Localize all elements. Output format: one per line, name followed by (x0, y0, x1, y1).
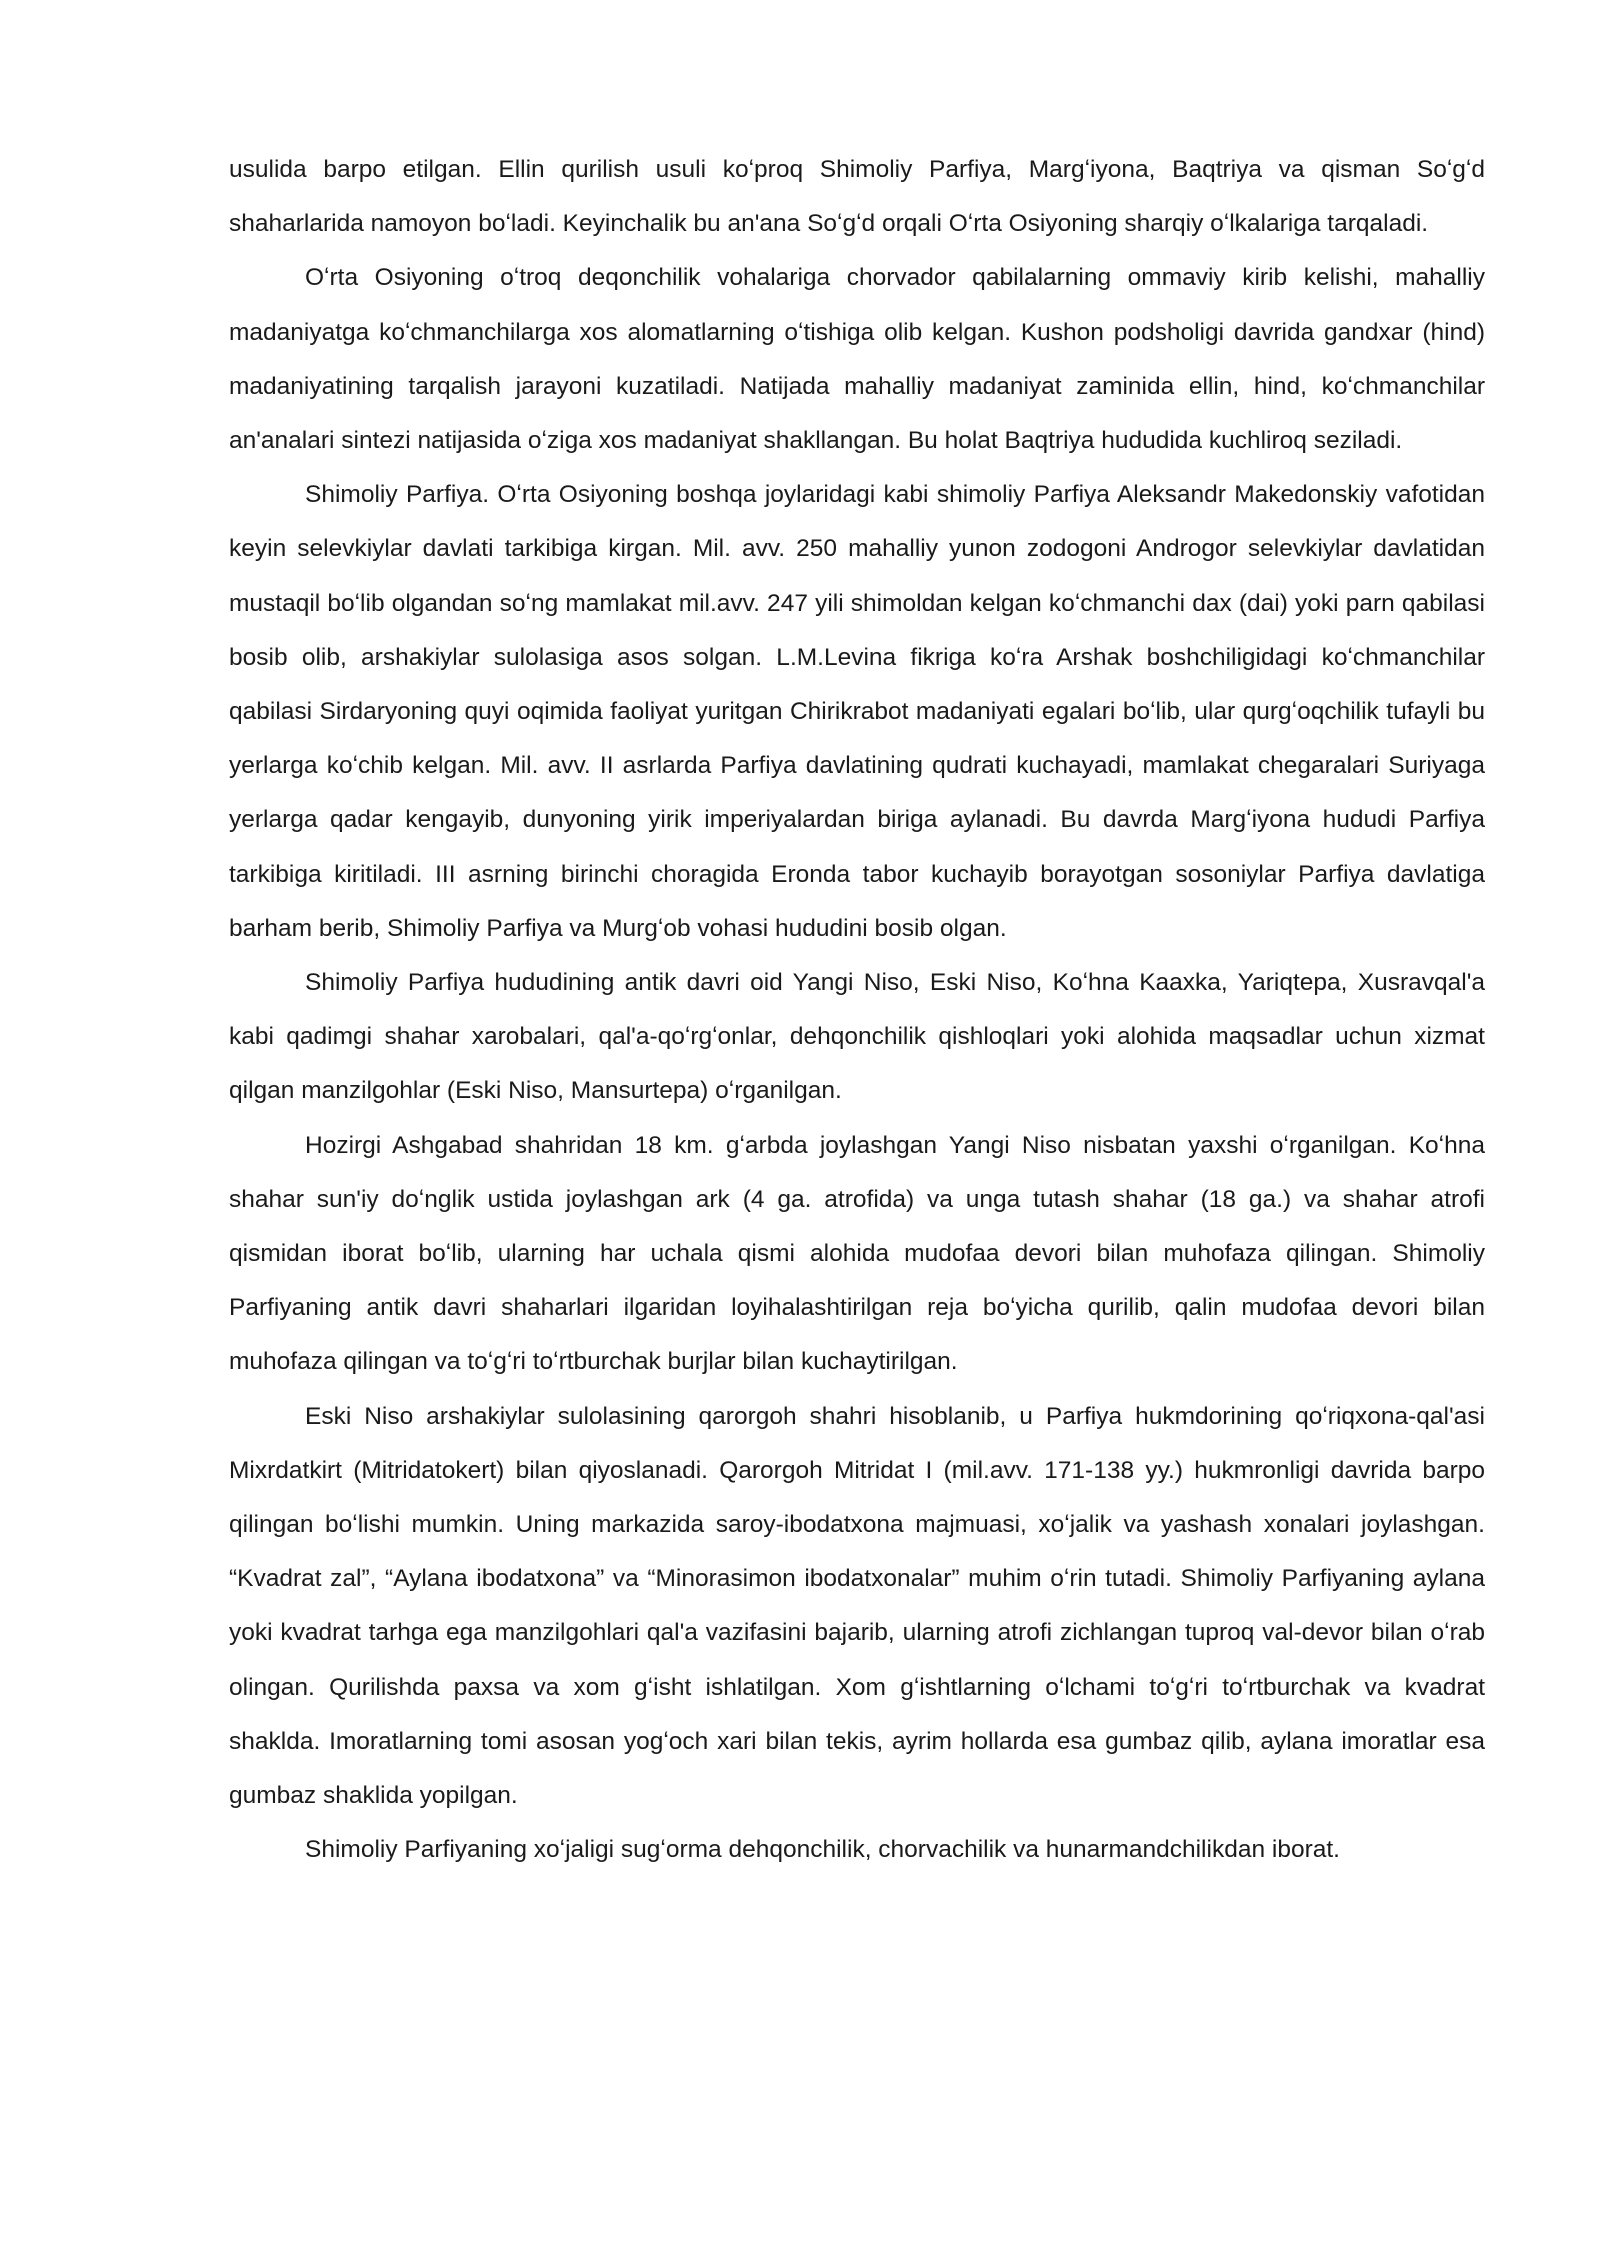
paragraph-sites: Shimoliy Parfiya hududining antik davri oid Yangi Niso, Eski Niso, Koʻhna Kaaxka, Yariqtepa, Xusravqal'a kabi qadimgi shahar xarobalari, qal'a-qoʻrgʻonlar, dehqonchilik qishloqlari yoki alohida maqsadlar uchun xizmat qilgan manzilgohlar (Eski Niso, Mansurtepa) oʻrganilgan. (229, 969, 1485, 1105)
paragraph-nomadic-influence: Oʻrta Osiyoning oʻtroq deqonchilik vohalariga chorvador qabilalarning ommaviy kirib kelishi, mahalliy madaniyatga koʻchmanchilarga xos alomatlarning oʻtishiga olib kelgan. Kushon podsholigi davrida gandxar (hind) madaniyatining tarqalish jarayoni kuzatiladi. Natijada mahalliy madaniyat zaminida ellin, hind, koʻchmanchilar an'analari sintezi natijasida oʻziga xos madaniyat shakllangan. Bu holat Baqtriya hududida kuchliroq seziladi. (229, 264, 1485, 455)
paragraph-economy: Shimoliy Parfiyaning xoʻjaligi sugʻorma dehqonchilik, chorvachilik va hunarmandchilikdan iborat. (305, 1836, 1340, 1864)
paragraph-northern-parthia: Shimoliy Parfiya. Oʻrta Osiyoning boshqa joylaridagi kabi shimoliy Parfiya Aleksandr Makedonskiy vafotidan keyin selevkiylar davlati tarkibiga kirgan. Mil. avv. 250 mahalliy yunon zodogoni Androgor selevkiylar davlatidan mustaqil boʻlib olgandan soʻng mamlakat mil.avv. 247 yili shimoldan kelgan koʻchmanchi dax (dai) yoki parn qabilasi bosib olib, arshakiylar sulolasiga asos solgan. L.M.Levina fikriga koʻra Arshak boshchiligidagi koʻchmanchilar qabilasi Sirdaryoning quyi oqimida faoliyat yuritgan Chirikrabot madaniyati egalari boʻlib, ular qurgʻoqchilik tufayli bu yerlarga koʻchib kelgan. Mil. avv. II asrlarda Parfiya davlatining qudrati kuchayadi, mamlakat chegaralari Suriyaga yerlarga qadar kengayib, dunyoning yirik imperiyalardan biriga aylanadi. Bu davrda Margʻiyona hududi Parfiya tarkibiga kiritiladi. III asrning birinchi choragida Eronda tabor kuchayib borayotgan sosoniylar Parfiya davlatiga barham berib, Shimoliy Parfiya va Murgʻob vohasi hududini bosib olgan. (229, 481, 1485, 942)
document-body (229, 143, 1485, 1878)
paragraph-old-nisa: Eski Niso arshakiylar sulolasining qarorgoh shahri hisoblanib, u Parfiya hukmdorining qoʻriqxona-qal'asi Mixrdatkirt (Mitridatokert) bilan qiyoslanadi. Qarorgoh Mitridat I (mil.avv. 171-138 yy.) hukmronligi davrida barpo qilingan boʻlishi mumkin. Uning markazida saroy-ibodatxona majmuasi, xoʻjalik va yashash xonalari joylashgan. “Kvadrat zal”, “Aylana ibodatxona” va “Minorasimon ibodatxonalar” muhim oʻrin tutadi. Shimoliy Parfiyaning aylana yoki kvadrat tarhga ega manzilgohlari qal'a vazifasini bajarib, ularning atrofi zichlangan tuproq val-devor bilan oʻrab olingan. Qurilishda paxsa va xom gʻisht ishlatilgan. Xom gʻishtlarning oʻlchami toʻgʻri toʻrtburchak va kvadrat shaklda. Imoratlarning tomi asosan yogʻoch xari bilan tekis, ayrim hollarda esa gumbaz qilib, aylana imoratlar esa gumbaz shaklida yopilgan. (229, 1402, 1485, 1810)
paragraph-continuation: usulida barpo etilgan. Ellin qurilish usuli koʻproq Shimoliy Parfiya, Margʻiyona, Baqtriya va qisman Soʻgʻd shaharlarida namoyon boʻladi. Keyinchalik bu an'ana Soʻgʻd orqali Oʻrta Osiyoning sharqiy oʻlkalariga tarqaladi. (229, 156, 1485, 238)
paragraph-new-nisa: Hozirgi Ashgabad shahridan 18 km. gʻarbda joylashgan Yangi Niso nisbatan yaxshi oʻrganilgan. Koʻhna shahar sun'iy doʻnglik ustida joylashgan ark (4 ga. atrofida) va unga tutash shahar (18 ga.) va shahar atrofi qismidan iborat boʻlib, ularning har uchala qismi alohida mudofaa devori bilan muhofaza qilingan. Shimoliy Parfiyaning antik davri shaharlari ilgaridan loyihalashtirilgan reja boʻyicha qurilib, qalin mudofaa devori bilan muhofaza qilingan va toʻgʻri toʻrtburchak burjlar bilan kuchaytirilgan. (229, 1131, 1485, 1376)
